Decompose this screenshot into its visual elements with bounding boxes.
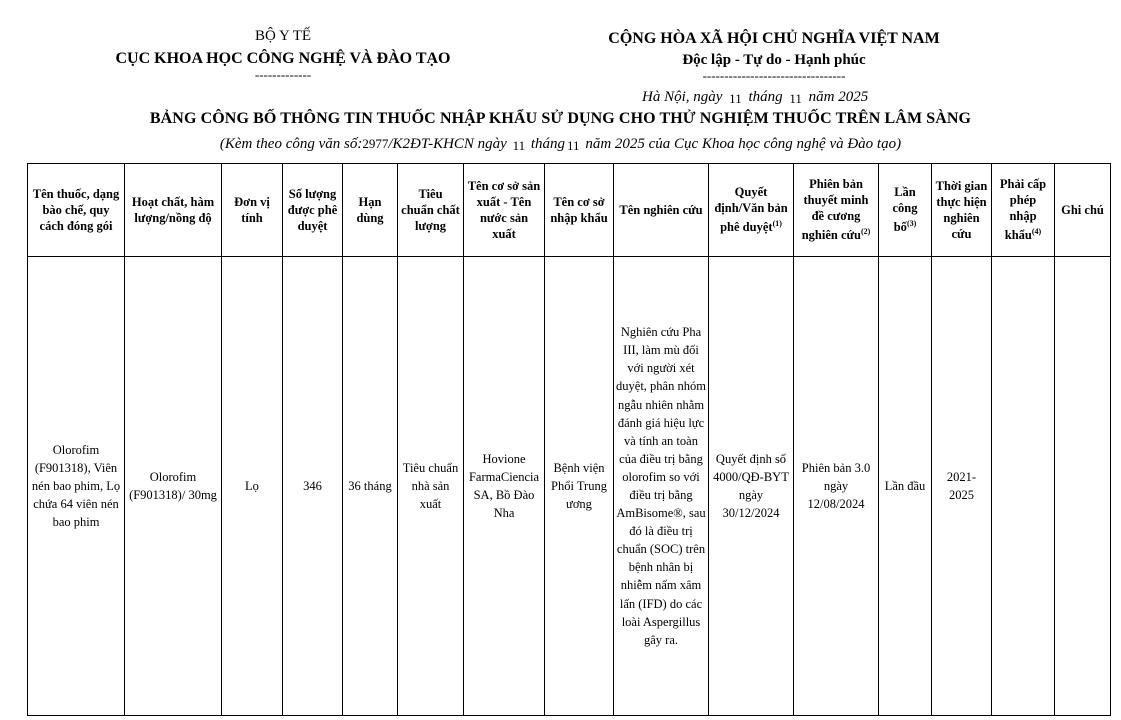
- document-subtitle: [0, 136, 1121, 153]
- header-study-name: Tên nghiên cứu: [614, 164, 709, 257]
- table-header-row: [28, 164, 1111, 257]
- cell-protocol-version: Phiên bản 3.0 ngày 12/08/2024: [794, 257, 879, 716]
- header-active-ingredient: Hoạt chất, hàm lượng/nồng độ: [125, 164, 222, 257]
- department-name: CỤC KHOA HỌC CÔNG NGHỆ VÀ ĐÀO TẠO: [115, 50, 451, 67]
- header-quality-standard: Tiêu chuẩn chất lượng: [398, 164, 464, 257]
- date-month: 11: [789, 91, 802, 106]
- nation-name: CỘNG HÒA XÃ HỘI CHỦ NGHĨA VIỆT NAM: [608, 30, 940, 47]
- header-study-period: Thời gian thực hiện nghiên cứu: [932, 164, 992, 257]
- national-motto-block: [564, 29, 984, 82]
- date-year: năm 2025: [808, 89, 869, 105]
- subtitle-day: 11: [512, 138, 526, 153]
- subtitle-prefix: (Kèm theo công văn số:: [219, 136, 363, 152]
- header-importer: Tên cơ sở nhập khẩu: [545, 164, 614, 257]
- header-announcement-note: (3): [906, 219, 917, 229]
- header-announcement: [879, 164, 932, 257]
- drug-info-table: [27, 163, 1111, 716]
- cell-manufacturer: Hovione FarmaCiencia SA, Bồ Đào Nha: [464, 257, 545, 716]
- subtitle-month-label: tháng: [530, 136, 566, 152]
- header-approval-decision: [709, 164, 794, 257]
- header-drug-name: Tên thuốc, dạng bào chế, quy cách đóng gói: [28, 164, 125, 257]
- issuer-underline: -------------: [254, 67, 312, 82]
- cell-notes: [1055, 257, 1111, 716]
- table-row: [28, 257, 1111, 716]
- subtitle-month: 11: [567, 138, 580, 153]
- header-import-license: [992, 164, 1055, 257]
- subtitle-doc-code: /K2ĐT-KHCN ngày: [388, 136, 507, 152]
- issuer-block: [88, 28, 478, 81]
- date-month-label: tháng: [748, 89, 783, 105]
- date-day: 11: [729, 91, 742, 106]
- cell-quality-standard: Tiêu chuẩn nhà sản xuất: [398, 257, 464, 716]
- cell-importer: Bệnh viện Phổi Trung ương: [545, 257, 614, 716]
- cell-expiry: 36 tháng: [343, 257, 398, 716]
- issue-date: [642, 89, 868, 106]
- cell-import-license: [992, 257, 1055, 716]
- cell-drug-name: Olorofim (F901318), Viên nén bao phim, Lọ chứa 64 viên nén bao phim: [28, 257, 125, 716]
- document-title: BẢNG CÔNG BỐ THÔNG TIN THUỐC NHẬP KHẨU SỬ DỤNG CHO THỬ NGHIỆM THUỐC TRÊN LÂM SÀNG: [149, 110, 972, 127]
- header-quantity: Số lượng được phê duyệt: [283, 164, 343, 257]
- header-protocol-version-text: Phiên bản thuyết minh đề cương nghiên cứu: [801, 177, 869, 243]
- header-unit: Đơn vị tính: [222, 164, 283, 257]
- subtitle-doc-number: 2977: [362, 136, 389, 151]
- header-import-license-note: (4): [1031, 227, 1042, 237]
- cell-active-ingredient: Olorofim (F901318)/ 30mg: [125, 257, 222, 716]
- header-notes: Ghi chú: [1055, 164, 1111, 257]
- header-approval-decision-note: (1): [772, 219, 782, 229]
- header-import-license-text: Phải cấp phép nhập khẩu: [999, 177, 1047, 243]
- header-expiry: Hạn dùng: [343, 164, 398, 257]
- cell-announcement: Lần đầu: [879, 257, 932, 716]
- header-protocol-version-note: (2): [860, 227, 871, 237]
- cell-unit: Lọ: [222, 257, 283, 716]
- header-approval-decision-text: Quyết định/Văn bản phê duyệt: [714, 185, 788, 235]
- national-motto: Độc lập - Tự do - Hạnh phúc: [682, 52, 866, 68]
- date-prefix: Hà Nội, ngày: [642, 89, 723, 105]
- subtitle-suffix: năm 2025 của Cục Khoa học công nghệ và Đào tạo): [585, 136, 902, 152]
- motto-underline: ---------------------------------: [702, 68, 846, 83]
- cell-study-name: Nghiên cứu Pha III, làm mù đối với người xét duyệt, phân nhóm ngẫu nhiên nhằm đánh giá hiệu lực và tính an toàn của điều trị bằng olorofim so với điều trị bằng AmBisome®, sau đó là điều trị chuẩn (SOC) trên bệnh nhân bị nhiễm nấm xâm lấn (IFD) do các loài Aspergillus gây ra.: [614, 257, 709, 716]
- cell-quantity: 346: [283, 257, 343, 716]
- cell-approval-decision: Quyết định số 4000/QĐ-BYT ngày 30/12/2024: [709, 257, 794, 716]
- cell-study-period: 2021-2025: [932, 257, 992, 716]
- header-announcement-text: Lần công bố: [892, 185, 918, 235]
- ministry-name: BỘ Y TẾ: [254, 28, 312, 44]
- header-manufacturer: Tên cơ sở sản xuất - Tên nước sản xuất: [464, 164, 545, 257]
- header-protocol-version: [794, 164, 879, 257]
